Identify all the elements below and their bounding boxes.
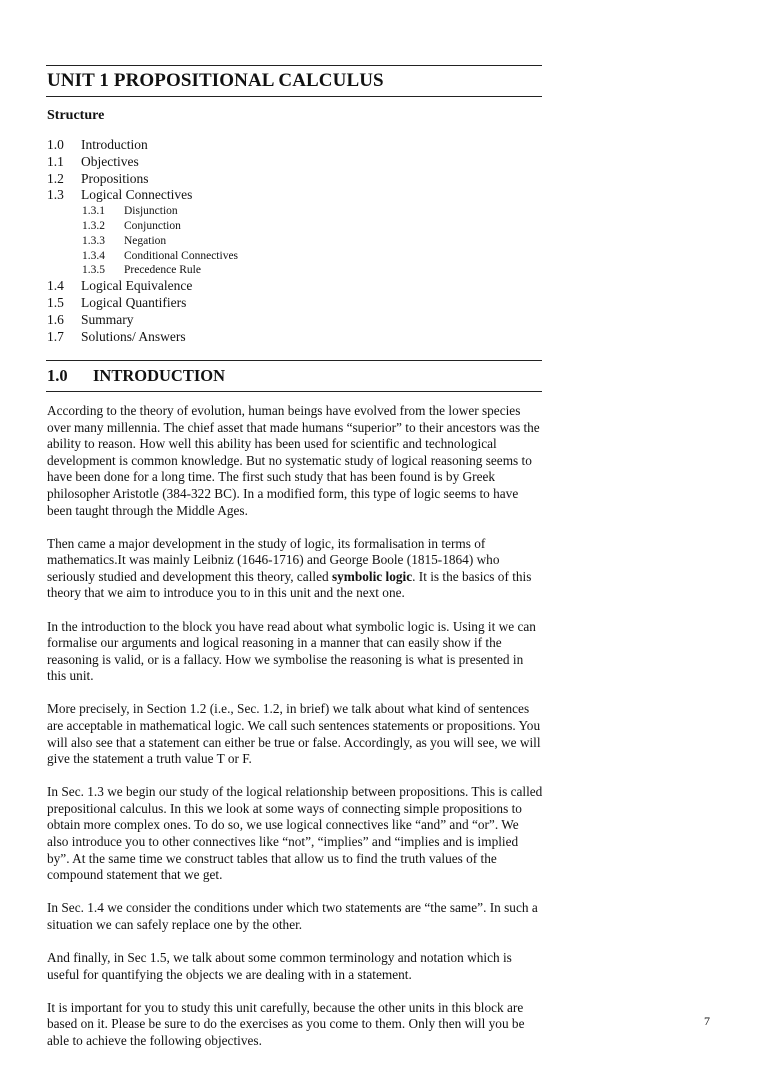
toc-item: 1.7 Solutions/ Answers [47, 328, 186, 344]
paragraph: More precisely, in Section 1.2 (i.e., Sec. 1.2, in brief) we talk about what kind of sentences are acceptable in mathematical logic. We call such sentences statements or propositions. You will also see that a statement can either be true or false. Accordingly, as you will see, we will give the statement a truth value T or F. [47, 701, 541, 767]
top-rule [46, 65, 542, 66]
paragraph: In the introduction to the block you have read about what symbolic logic is. Using it we can formalise our arguments and logical reasoning in a manner that can easily show if the reasoning is valid, or is a fallacy. How we symbolise the reasoning is what is presented in this unit. [47, 618, 536, 684]
paragraph: Then came a major development in the study of logic, its formalisation in terms of mathematics.It was mainly Leibniz (1646-1716) and George Boole (1815-1864) who seriously studied and development this theory, called symbolic logic. It is the basics of this theory that we aim to introduce you to in this unit and the next one. [47, 535, 532, 601]
toc-item: 1.1 Objectives [47, 153, 139, 169]
emphasis-symbolic-logic: symbolic logic [331, 568, 413, 584]
section-bottom-rule [46, 391, 542, 392]
section-number: 1.0 [47, 366, 68, 385]
toc-item: 1.6 Summary [47, 311, 134, 327]
toc-subitem: 1.3.5 Precedence Rule [82, 264, 201, 277]
toc-subitem: 1.3.4 Conditional Connectives [82, 249, 239, 262]
page-number: 7 [704, 1014, 710, 1028]
paragraph: And finally, in Sec 1.5, we talk about some common terminology and notation which is useful for quantifying the objects we are dealing with in a statement. [47, 950, 512, 982]
toc-item: 1.2 Propositions [47, 170, 149, 186]
toc-subitem: 1.3.3 Negation [82, 234, 167, 247]
paragraph: In Sec. 1.4 we consider the conditions under which two statements are “the same”. In such a situation we can safely replace one by the other. [47, 900, 538, 932]
toc-item: 1.3 Logical Connectives [47, 187, 193, 203]
paragraph: According to the theory of evolution, human beings have evolved from the lower species over many millennia. The chief asset that made humans “superior” to their ancestors was the ability to reason. How well this ability has been used for scientific and technological development is common knowledge. But no systematic study of logical reasoning seems to have been done for a long time. The first such study that has been found is by Greek philosopher Aristotle (384-322 BC). In a modified form, this type of logic seems to have been taught through the Middle Ages. [47, 403, 540, 518]
introduction-body [47, 403, 543, 1066]
table-of-contents [47, 137, 238, 345]
toc-item: 1.0 Introduction [47, 137, 148, 152]
section-title: INTRODUCTION [93, 366, 226, 385]
section-top-rule [46, 360, 542, 361]
paragraph: In Sec. 1.3 we begin our study of the logical relationship between propositions. This is called prepositional calculus. In this we look at some ways of connecting simple propositions to obtain more complex ones. To do so, we use logical connectives like “and” and “or”. We also introduce you to other connectives like “not”, “implies” and “implies and is implied by”. At the same time we construct tables that allow us to find the truth values of the compound statement that we get. [47, 784, 543, 883]
toc-subitem: 1.3.2 Conjunction [82, 219, 181, 232]
toc-subitem: 1.3.1 Disjunction [82, 205, 178, 218]
section-heading [47, 366, 225, 386]
structure-heading: Structure [47, 108, 105, 123]
title-underline [46, 96, 542, 97]
toc-item: 1.4 Logical Equivalence [47, 278, 193, 294]
unit-title: UNIT 1 PROPOSITIONAL CALCULUS [47, 70, 384, 91]
toc-item: 1.5 Logical Quantifiers [47, 294, 187, 310]
paragraph: It is important for you to study this unit carefully, because the other units in this block are based on it. Please be sure to do the exercises as you come to them. Only then will you be able to achieve the following objectives. [47, 999, 525, 1048]
